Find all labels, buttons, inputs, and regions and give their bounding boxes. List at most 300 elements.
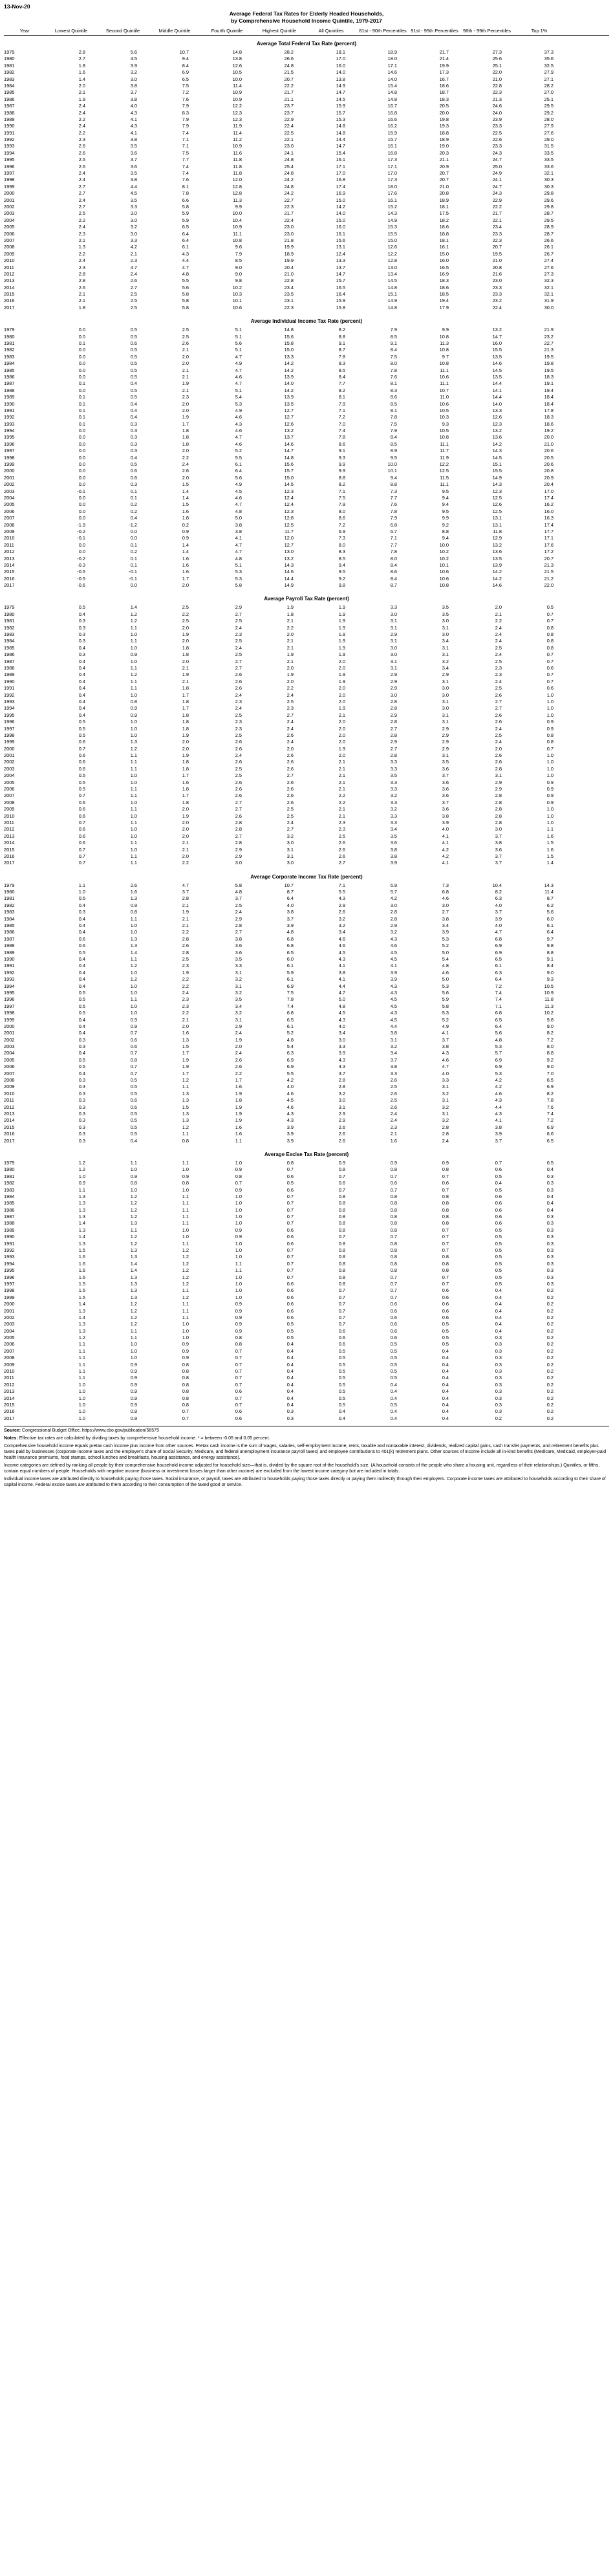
- year-cell: 1989: [4, 671, 15, 678]
- rate-cell: 1.6: [235, 1084, 242, 1090]
- rate-cell: 1.9: [235, 1104, 242, 1110]
- rate-cell: 0.4: [130, 407, 137, 413]
- rate-cell: 0.1: [130, 488, 137, 494]
- rate-cell: 1.4: [78, 76, 85, 82]
- rate-cell: 0.3: [78, 1117, 85, 1124]
- rate-cell: -0.5: [77, 569, 85, 575]
- rate-cell: 12.3: [492, 420, 502, 427]
- rate-cell: 5.8: [235, 582, 242, 589]
- rate-cell: 1.4: [182, 488, 189, 494]
- rate-cell: 18.9: [284, 250, 294, 257]
- rate-cell: 3.8: [390, 853, 397, 859]
- rate-cell: 0.5: [495, 1186, 502, 1193]
- rate-cell: 10.9: [232, 89, 242, 96]
- rate-cell: 21.0: [284, 270, 294, 277]
- rate-cell: 3.0: [130, 76, 137, 82]
- rate-cell: 1.2: [130, 1307, 137, 1314]
- rate-cell: 2.0: [182, 745, 189, 752]
- rate-cell: 0.4: [442, 1361, 449, 1368]
- rate-cell: 1.2: [130, 976, 137, 983]
- rate-cell: 2.1: [130, 250, 137, 257]
- rate-cell: 0.5: [78, 719, 85, 725]
- year-cell: 1991: [4, 1240, 15, 1247]
- rate-cell: 0.4: [495, 1301, 502, 1307]
- rate-cell: 3.1: [390, 658, 397, 664]
- rate-cell: 0.5: [442, 1335, 449, 1341]
- rate-cell: 0.9: [546, 779, 554, 785]
- rate-cell: 3.0: [235, 860, 242, 866]
- rate-cell: 3.1: [286, 846, 294, 853]
- rate-cell: 8.0: [546, 1043, 554, 1050]
- rate-cell: 2.2: [182, 983, 189, 989]
- rate-cell: 16.8: [387, 149, 397, 156]
- table-row: [4, 360, 609, 367]
- rate-cell: 11.9: [233, 123, 242, 129]
- year-cell: 1984: [4, 915, 15, 922]
- rate-cell: 0.4: [78, 692, 85, 698]
- year-cell: 2016: [4, 1408, 15, 1415]
- rate-cell: 0.7: [78, 745, 85, 752]
- rate-cell: 1.0: [235, 1159, 242, 1166]
- rate-cell: 1.9: [182, 671, 189, 678]
- rate-cell: 10.0: [232, 76, 242, 82]
- year-cell: 1993: [4, 1254, 15, 1260]
- rate-cell: 2.0: [182, 819, 189, 825]
- rate-cell: 3.9: [390, 969, 397, 976]
- rate-cell: 16.4: [336, 291, 345, 298]
- rate-cell: 1.0: [546, 752, 554, 759]
- rate-cell: 22.3: [492, 237, 502, 243]
- rate-cell: 1.1: [78, 882, 85, 888]
- rate-cell: 1.0: [182, 1186, 189, 1193]
- year-cell: 1998: [4, 1287, 15, 1294]
- year-cell: 1994: [4, 1260, 15, 1267]
- rate-cell: 1.8: [286, 611, 294, 617]
- rate-cell: 13.5: [284, 400, 294, 407]
- rate-cell: 2.0: [286, 664, 294, 671]
- rate-cell: 3.5: [390, 833, 397, 839]
- rate-cell: 20.4: [544, 481, 554, 488]
- rate-cell: 10.6: [232, 304, 242, 311]
- rate-cell: 2.9: [235, 853, 242, 859]
- table-row: [4, 184, 609, 190]
- rate-cell: 2.0: [338, 685, 345, 692]
- rate-cell: 1.6: [78, 1260, 85, 1267]
- rate-cell: 1.2: [130, 671, 137, 678]
- rate-cell: 3.3: [390, 759, 397, 765]
- rate-cell: 0.6: [338, 1180, 345, 1186]
- rate-cell: 15.9: [336, 298, 345, 304]
- table-row: [4, 1180, 609, 1186]
- table-row: [4, 1104, 609, 1111]
- rate-cell: 0.8: [182, 1388, 189, 1395]
- rate-cell: 2.6: [286, 765, 294, 772]
- rate-cell: 26.7: [544, 250, 554, 257]
- rate-cell: 4.6: [235, 495, 242, 501]
- rate-cell: 2.0: [182, 582, 189, 589]
- rate-cell: 1.9: [338, 604, 345, 611]
- rate-cell: 2.1: [182, 664, 189, 671]
- rate-cell: 19.9: [439, 62, 449, 69]
- rate-cell: 14.6: [284, 569, 294, 575]
- table-row: [4, 1043, 609, 1050]
- rate-cell: 9.6: [235, 244, 242, 250]
- rate-cell: 2.4: [235, 692, 242, 698]
- rate-cell: 0.3: [495, 1341, 502, 1348]
- rate-cell: 6.5: [182, 76, 189, 82]
- rate-cell: 4.4: [390, 1023, 397, 1029]
- rate-cell: 10.2: [544, 1010, 554, 1016]
- rate-cell: 16.0: [336, 224, 345, 230]
- rate-cell: 0.1: [130, 562, 137, 568]
- rate-cell: 1.8: [182, 698, 189, 704]
- rate-cell: 2.6: [235, 1064, 242, 1070]
- rate-cell: 2.7: [495, 705, 502, 712]
- rate-cell: 6.1: [286, 1023, 294, 1029]
- rate-cell: 0.6: [78, 799, 85, 805]
- rate-cell: 2.8: [390, 909, 397, 915]
- table-row: [4, 1294, 609, 1301]
- year-cell: 2008: [4, 1355, 15, 1361]
- rate-cell: 0.6: [338, 1341, 345, 1348]
- rate-cell: 4.4: [495, 1104, 502, 1110]
- rate-cell: 3.4: [338, 1030, 345, 1036]
- rate-cell: 1.7: [182, 575, 189, 582]
- table-row: [4, 1138, 609, 1144]
- rate-cell: 3.1: [442, 698, 449, 704]
- column-header: Year: [19, 28, 30, 34]
- rate-cell: 0.6: [286, 1307, 294, 1314]
- rate-cell: 2.3: [338, 819, 345, 825]
- rate-cell: 1.6: [546, 846, 554, 853]
- year-cell: 1982: [4, 624, 15, 631]
- rate-cell: 2.5: [235, 651, 242, 658]
- rate-cell: 7.7: [182, 157, 189, 163]
- rate-cell: 4.0: [442, 1070, 449, 1076]
- rate-cell: 1.9: [338, 631, 345, 638]
- rate-cell: 18.4: [544, 400, 554, 407]
- rate-cell: -0.2: [77, 528, 85, 534]
- rate-cell: 23.0: [284, 224, 294, 230]
- rate-cell: 23.2: [492, 298, 502, 304]
- rate-cell: 10.5: [544, 983, 554, 989]
- rate-cell: 8.1: [338, 394, 345, 400]
- year-cell: 1994: [4, 705, 15, 712]
- rate-cell: 4.2: [495, 1077, 502, 1084]
- rate-cell: 14.7: [336, 270, 345, 277]
- rate-cell: 2.4: [78, 170, 85, 177]
- rate-cell: 1.3: [78, 1327, 85, 1334]
- rate-cell: 1.0: [182, 1234, 189, 1240]
- rate-cell: 0.2: [546, 1381, 554, 1388]
- rate-cell: 2.3: [130, 257, 137, 264]
- rate-cell: 0.4: [286, 1402, 294, 1408]
- section-title: Average Individual Income Tax Rate (percent): [250, 318, 363, 325]
- year-cell: 1981: [4, 340, 15, 347]
- rate-cell: 8.0: [390, 360, 397, 367]
- table-row: [4, 535, 609, 541]
- rate-cell: 1.0: [130, 631, 137, 638]
- rate-cell: 18.0: [387, 183, 397, 190]
- rate-cell: 0.3: [78, 1137, 85, 1144]
- rate-cell: 0.8: [546, 739, 554, 745]
- rate-cell: 27.3: [544, 270, 554, 277]
- section-gap: [4, 1422, 609, 1424]
- table-row: [4, 455, 609, 461]
- rate-cell: 15.4: [387, 82, 397, 89]
- rate-cell: 4.8: [235, 508, 242, 514]
- rate-cell: 15.1: [387, 291, 397, 298]
- rate-cell: 10.8: [439, 347, 449, 353]
- year-cell: 2010: [4, 813, 15, 819]
- rate-cell: 0.7: [286, 1274, 294, 1280]
- rate-cell: 0.7: [130, 1070, 137, 1076]
- rate-cell: 21.8: [284, 237, 294, 243]
- rate-cell: 1.5: [182, 1043, 189, 1050]
- rate-cell: 0.9: [130, 1388, 137, 1395]
- rate-cell: 7.0: [546, 1070, 554, 1076]
- rate-cell: 1.9: [182, 1056, 189, 1063]
- rate-cell: 3.9: [390, 860, 397, 866]
- rate-cell: 0.4: [495, 1314, 502, 1320]
- rate-cell: 1.1: [130, 840, 137, 846]
- rate-cell: 29.5: [544, 217, 554, 223]
- rate-cell: 0.6: [390, 1301, 397, 1307]
- rate-cell: 20.8: [544, 468, 554, 474]
- rate-cell: 0.7: [390, 1287, 397, 1294]
- rate-cell: 15.1: [492, 461, 502, 468]
- rate-cell: 3.2: [130, 69, 137, 76]
- rate-cell: 7.5: [390, 420, 397, 427]
- rate-cell: 2.1: [182, 347, 189, 353]
- rate-cell: 0.9: [235, 1227, 242, 1233]
- rate-cell: 1.3: [130, 943, 137, 949]
- rate-cell: 8.8: [546, 949, 554, 955]
- rate-cell: 1.9: [286, 651, 294, 658]
- source-text: Congressional Budget Office, https://www.cbo.gov/publication/56575: [22, 1428, 159, 1434]
- rate-cell: 0.4: [442, 1348, 449, 1354]
- rate-cell: 28.0: [544, 116, 554, 122]
- rate-cell: 0.0: [78, 501, 85, 508]
- rate-cell: 0.3: [130, 481, 137, 488]
- rate-cell: 27.0: [544, 89, 554, 96]
- rate-cell: 2.5: [235, 765, 242, 772]
- rate-cell: 1.6: [235, 1124, 242, 1130]
- rate-cell: 10.8: [439, 360, 449, 367]
- rate-cell: 8.4: [546, 963, 554, 969]
- rate-cell: 1.7: [182, 1050, 189, 1056]
- table-row: [4, 1375, 609, 1381]
- rate-cell: 7.4: [182, 163, 189, 169]
- rate-cell: 2.4: [495, 739, 502, 745]
- rate-cell: 4.5: [130, 56, 137, 62]
- rate-cell: 0.7: [182, 1408, 189, 1415]
- rate-cell: 1.6: [182, 508, 189, 514]
- rate-cell: 0.3: [78, 651, 85, 658]
- year-cell: 2004: [4, 1050, 15, 1056]
- rate-cell: 2.8: [495, 799, 502, 805]
- table-row: [4, 909, 609, 915]
- rate-cell: 0.6: [286, 1301, 294, 1307]
- rate-cell: 20.5: [439, 103, 449, 109]
- rate-cell: 0.5: [130, 1131, 137, 1137]
- rate-cell: 21.3: [544, 347, 554, 353]
- rate-cell: 0.4: [130, 515, 137, 521]
- rate-cell: 2.6: [235, 685, 242, 692]
- rate-cell: 0.8: [390, 1254, 397, 1260]
- rate-cell: 2.9: [442, 671, 449, 678]
- rate-cell: 2.9: [442, 732, 449, 738]
- rate-cell: 0.4: [495, 1321, 502, 1327]
- rate-cell: 2.5: [130, 298, 137, 304]
- rate-cell: 2.9: [390, 739, 397, 745]
- rate-cell: 2.1: [182, 373, 189, 380]
- rate-cell: 6.9: [286, 983, 294, 989]
- rate-cell: 13.1: [336, 244, 345, 250]
- year-cell: 1983: [4, 631, 15, 638]
- rate-cell: 32.5: [544, 62, 554, 69]
- rate-cell: 3.0: [286, 860, 294, 866]
- rate-cell: 7.6: [182, 96, 189, 102]
- year-cell: 2017: [4, 304, 15, 311]
- rate-cell: 1.0: [546, 806, 554, 813]
- rate-cell: 1.2: [130, 1234, 137, 1240]
- rate-cell: 6.1: [286, 963, 294, 969]
- year-cell: 2001: [4, 474, 15, 481]
- rate-cell: 0.9: [182, 1173, 189, 1179]
- rate-cell: 4.6: [235, 414, 242, 420]
- rate-cell: 23.3: [492, 123, 502, 129]
- rate-cell: 21.3: [544, 562, 554, 568]
- rate-cell: 13.4: [387, 270, 397, 277]
- rate-cell: 3.2: [286, 833, 294, 839]
- rate-cell: 0.7: [235, 1402, 242, 1408]
- rate-cell: 11.2: [233, 136, 242, 143]
- rate-cell: 0.5: [286, 1180, 294, 1186]
- rate-cell: 1.9: [235, 1036, 242, 1043]
- rate-cell: 2.3: [338, 826, 345, 833]
- table-row: [4, 327, 609, 333]
- rate-cell: 3.9: [495, 915, 502, 922]
- rate-cell: 0.8: [338, 1214, 345, 1220]
- rate-cell: 0.3: [78, 1043, 85, 1050]
- rate-cell: 3.8: [390, 846, 397, 853]
- rate-cell: 4.3: [130, 109, 137, 116]
- rate-cell: 12.5: [284, 521, 294, 528]
- table-row: [4, 1402, 609, 1408]
- rate-cell: 3.8: [130, 136, 137, 143]
- rate-cell: 0.4: [78, 1070, 85, 1076]
- rate-cell: 15.2: [387, 203, 397, 210]
- rate-cell: 6.5: [546, 1077, 554, 1084]
- rate-cell: 6.4: [546, 929, 554, 935]
- rate-cell: 1.2: [182, 1280, 189, 1287]
- rate-cell: 1.8: [182, 719, 189, 725]
- rate-cell: 19.2: [544, 428, 554, 434]
- rate-cell: 0.6: [286, 1280, 294, 1287]
- rate-cell: 2.5: [78, 157, 85, 163]
- table-row: [4, 659, 609, 665]
- rate-cell: 9.9: [338, 468, 345, 474]
- year-cell: 1980: [4, 1166, 15, 1173]
- rate-cell: 0.6: [78, 813, 85, 819]
- rate-cell: 0.7: [130, 1050, 137, 1056]
- rate-cell: 4.3: [338, 1064, 345, 1070]
- table-row: [4, 461, 609, 468]
- rate-cell: 5.9: [182, 217, 189, 223]
- column-header: Second Quintile: [105, 28, 140, 34]
- rate-cell: 0.9: [546, 792, 554, 799]
- rate-cell: 0.7: [338, 1301, 345, 1307]
- rate-cell: 12.6: [492, 501, 502, 508]
- rate-cell: 1.9: [182, 380, 189, 387]
- rate-cell: 9.3: [442, 420, 449, 427]
- rate-cell: 0.3: [495, 1348, 502, 1354]
- rate-cell: 4.2: [130, 244, 137, 250]
- table-row: [4, 780, 609, 786]
- rate-cell: 0.7: [442, 1227, 449, 1233]
- table-row: [4, 1084, 609, 1090]
- rate-cell: 8.6: [390, 569, 397, 575]
- year-cell: 2015: [4, 291, 15, 298]
- rate-cell: 9.4: [442, 535, 449, 541]
- rate-cell: 12.0: [232, 177, 242, 183]
- rate-cell: 4.1: [442, 833, 449, 839]
- rate-cell: 0.5: [390, 1341, 397, 1348]
- rate-cell: 24.6: [492, 103, 502, 109]
- rate-cell: 0.5: [495, 1267, 502, 1274]
- table-row: [4, 582, 609, 589]
- column-header: Fourth Quintile: [211, 28, 243, 34]
- rate-cell: 0.5: [78, 732, 85, 738]
- rate-cell: 0.2: [546, 1327, 554, 1334]
- rate-cell: 1.3: [78, 244, 85, 250]
- rate-cell: 0.5: [338, 1361, 345, 1368]
- rate-cell: 23.2: [544, 333, 554, 340]
- rate-cell: 14.0: [492, 400, 502, 407]
- table-row: [4, 69, 609, 76]
- year-cell: 2014: [4, 840, 15, 846]
- rate-cell: 1.1: [130, 638, 137, 644]
- rate-cell: 2.9: [442, 745, 449, 752]
- rate-cell: 1.5: [546, 853, 554, 859]
- rate-cell: 2.9: [442, 725, 449, 732]
- year-cell: 1994: [4, 149, 15, 156]
- rate-cell: 15.6: [284, 333, 294, 340]
- rate-cell: 0.3: [546, 1227, 554, 1233]
- rate-cell: 1.0: [130, 983, 137, 989]
- rate-cell: 1.2: [130, 1214, 137, 1220]
- rate-cell: 0.5: [130, 461, 137, 468]
- year-cell: 2006: [4, 230, 15, 237]
- rate-cell: 0.6: [130, 1104, 137, 1110]
- rate-cell: 12.5: [492, 508, 502, 514]
- rate-cell: 1.2: [130, 1193, 137, 1199]
- rate-cell: 13.2: [284, 428, 294, 434]
- rate-cell: -0.5: [77, 575, 85, 582]
- table-row: [4, 786, 609, 792]
- rate-cell: 3.4: [235, 1003, 242, 1009]
- rate-cell: 15.0: [284, 347, 294, 353]
- year-cell: 1979: [4, 1159, 15, 1166]
- rate-cell: 0.9: [546, 799, 554, 805]
- rate-cell: 7.1: [338, 882, 345, 888]
- rate-cell: 1.0: [130, 719, 137, 725]
- rate-cell: 3.9: [286, 1137, 294, 1144]
- year-cell: 1991: [4, 963, 15, 969]
- rate-cell: 2.6: [182, 943, 189, 949]
- rate-cell: 3.7: [338, 1070, 345, 1076]
